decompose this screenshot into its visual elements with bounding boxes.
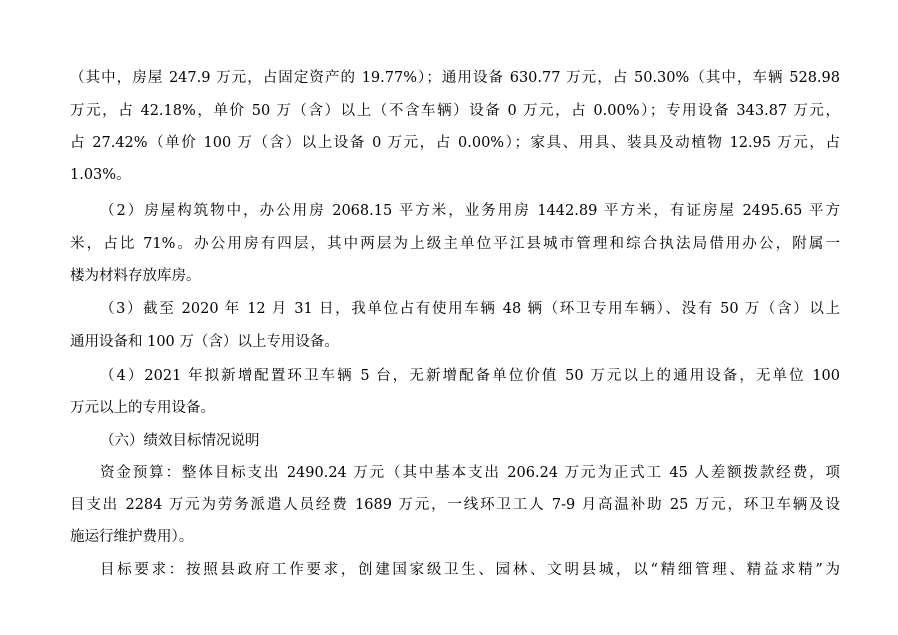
budget-line-1: 资金预算：整体目标支出 2490.24 万元（其中基本支出 206.24 万元为正式工 45 人差额拨款经费，项 <box>100 465 840 481</box>
paragraph-2-line-3: 楼为材料存放库房。 <box>70 268 201 284</box>
budget-line-2: 目支出 2284 万元为劳务派遣人员经费 1689 万元，一线环卫工人 7-9 月高温补助 25 万元，环卫车辆及设 <box>70 497 840 513</box>
text-line-1: （其中，房屋 247.9 万元，占固定资产的 19.77%）；通用设备 630.77 万元，占 50.30%（其中，车辆 528.98 <box>70 70 840 86</box>
text-line-2: 万元，占 42.18%，单价 50 万（含）以上（不含车辆）设备 0 万元，占 0.00%）；专用设备 343.87 万元， <box>70 103 840 119</box>
paragraph-4-line-1: （4）2021 年拟新增配置环卫车辆 5 台，无新增配备单位价值 50 万元以上的通用设备，无单位 100 <box>100 368 840 384</box>
paragraph-2-line-2: 米，占比 71%。办公用房有四层，其中两层为上级主单位平江县城市管理和综合执法局借用办公，附属一 <box>70 236 840 252</box>
budget-line-3: 施运行维护费用）。 <box>70 529 194 545</box>
section-heading: （六）绩效目标情况说明 <box>100 433 260 449</box>
text-line-4: 1.03%。 <box>70 167 131 183</box>
paragraph-3-line-1: （3）截至 2020 年 12 月 31 日，我单位占有使用车辆 48 辆（环卫专用车辆）、没有 50 万（含）以上 <box>100 301 840 317</box>
paragraph-2-line-1: （2）房屋构筑物中，办公用房 2068.15 平方米，业务用房 1442.89 平方米，有证房屋 2495.65 平方 <box>100 203 840 219</box>
target-requirement-line: 目标要求：按照县政府工作要求，创建国家级卫生、园林、文明县城，以“精细管理、精益求精”为 <box>100 562 840 578</box>
paragraph-3-line-2: 通用设备和 100 万（含）以上专用设备。 <box>70 334 339 350</box>
paragraph-4-line-2: 万元以上的专用设备。 <box>70 400 215 416</box>
text-line-3: 占 27.42%（单价 100 万（含）以上设备 0 万元，占 0.00%）；家具、用具、装具及动植物 12.95 万元，占 <box>70 135 840 151</box>
